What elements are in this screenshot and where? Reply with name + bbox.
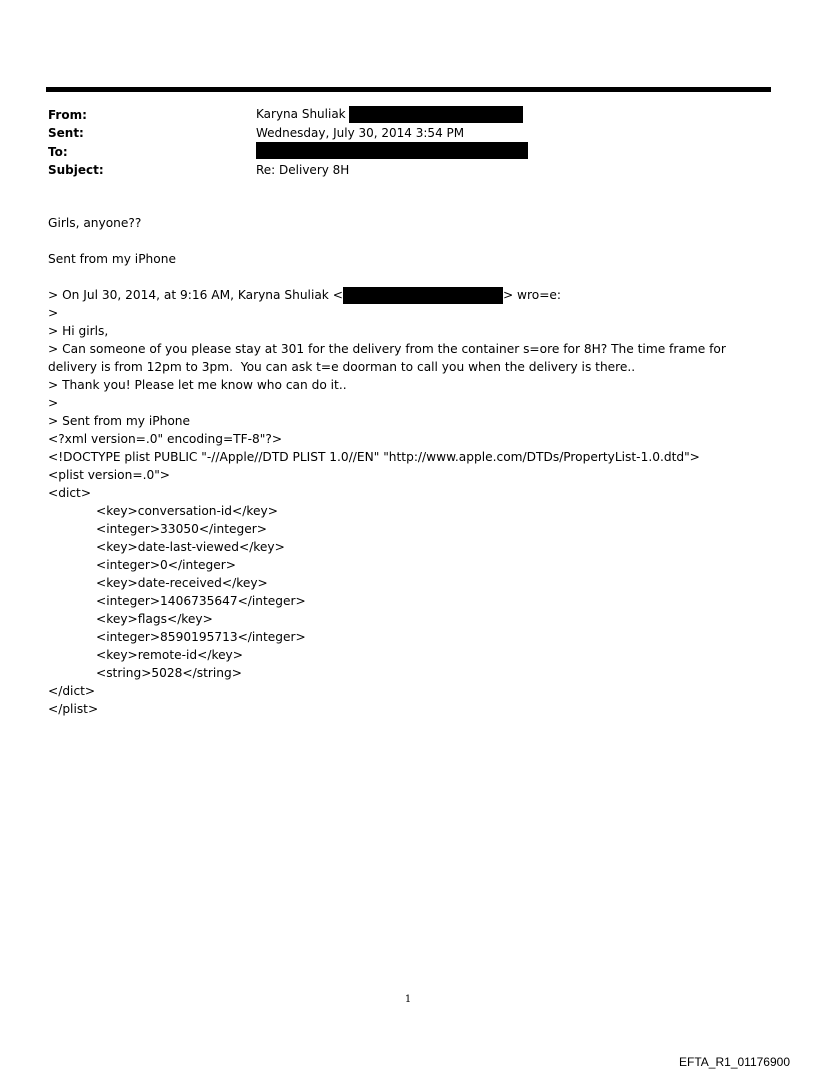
xml-line: <integer>33050</integer> [96,522,267,536]
from-name: Karyna Shuliak [256,107,346,121]
page-number: 1 [404,994,412,1005]
redaction-box [349,106,523,123]
quote-line: > Thank you! Please let me know who can do it.. [48,378,347,392]
quote-line: > [48,306,59,320]
xml-line: <!DOCTYPE plist PUBLIC "-//Apple//DTD PLIST 1.0//EN" "http://www.apple.com/DTDs/PropertyList-1.0.dtd"> [48,450,700,464]
xml-line: <key>remote-id</key> [96,648,243,662]
xml-line: </dict> [48,684,96,698]
body-line: Girls, anyone?? [48,216,142,230]
xml-line: <plist version=.0"> [48,468,171,482]
xml-line: <key>date-received</key> [96,576,268,590]
subject-value: Re: Delivery 8H [256,163,350,177]
redaction-box [256,142,528,159]
bates-number: EFTA_R1_01176900 [679,1055,790,1069]
quote-line: > [48,396,59,410]
sent-value: Wednesday, July 30, 2014 3:54 PM [256,126,465,140]
xml-line: <dict> [48,486,92,500]
quote-line: > Sent from my iPhone [48,414,191,428]
redaction-box [343,287,503,304]
email-body [48,214,773,718]
xml-line: <key>date-last-viewed</key> [96,540,285,554]
from-label: From: [48,108,87,122]
body-line: Sent from my iPhone [48,252,176,266]
header-rule [46,87,771,92]
xml-line: <integer>1406735647</integer> [96,594,306,608]
quote-line: > Can someone of you please stay at 301 for the delivery from the container s=ore for 8H? The time frame for delivery is from 12pm to 3pm. You can ask t=e doorman to call you when the delivery is there.. [48,342,730,374]
to-label: To: [48,145,68,159]
xml-line: <string>5028</string> [96,666,242,680]
sent-label: Sent: [48,126,84,140]
xml-line: <key>conversation-id</key> [96,504,278,518]
xml-line: <key>flags</key> [96,612,213,626]
xml-line: <integer>0</integer> [96,558,236,572]
xml-line: <integer>8590195713</integer> [96,630,306,644]
quote-intro: > On Jul 30, 2014, at 9:16 AM, Karyna Shuliak < > wro=e: [48,288,562,302]
xml-line: <?xml version=.0" encoding=TF-8"?> [48,432,283,446]
from-value [256,106,523,123]
quote-line: > Hi girls, [48,324,109,338]
xml-line: </plist> [48,702,99,716]
to-value [256,142,528,159]
subject-label: Subject: [48,163,104,177]
